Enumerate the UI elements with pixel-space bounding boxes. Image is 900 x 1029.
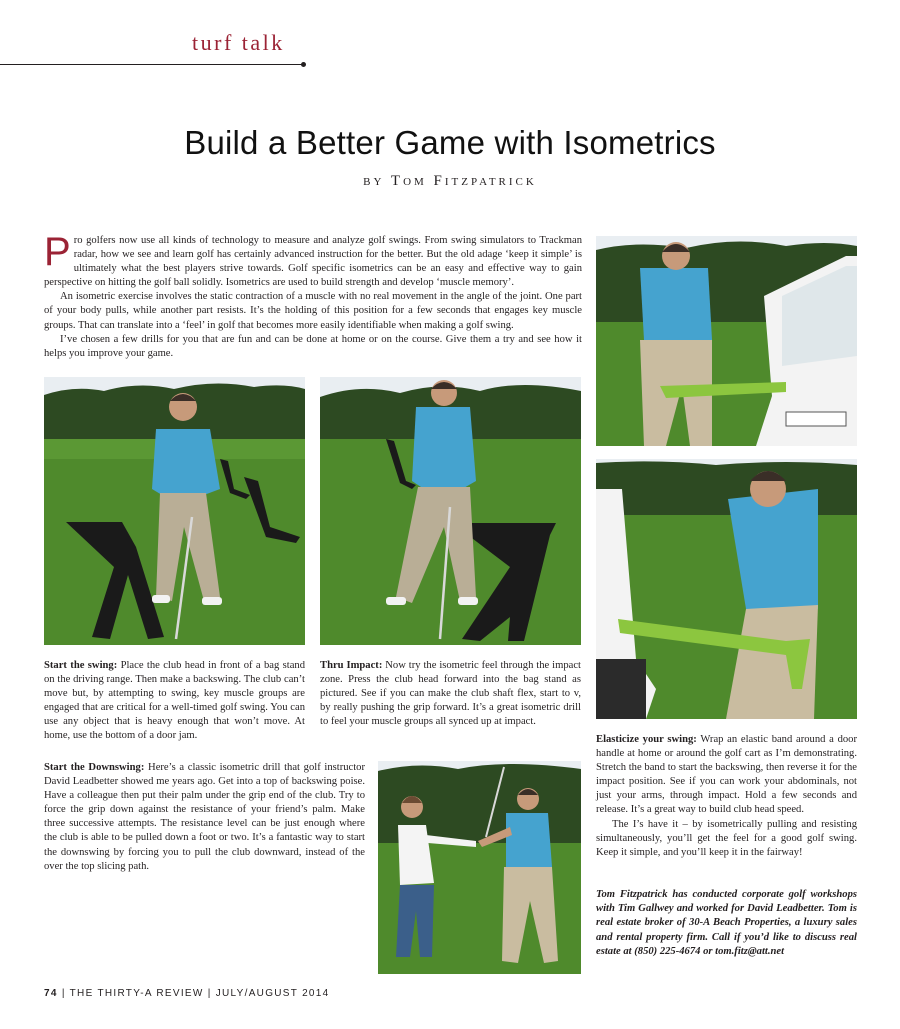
caption-start-the-swing: Start the swing: Place the club head in front of a bag stand on the driving range. Then make a backswing. The club can’t move but, by attempting to swing, key muscle groups are engaged that are critical for a well-timed golf swing. You can use any object that is heavy enough that won’t move. At home, use the bottom of a door jam. bbox=[44, 660, 305, 742]
closing-paragraph: The I’s have it – by isometrically pulling and resisting simultaneously, you’ll get the feel for a good golf swing. Keep it simple, and you’ll keep it in the fairway! bbox=[596, 818, 857, 858]
caption-thru-impact: Thru Impact: Now try the isometric feel through the impact zone. Press the club head forward into the bag stand as pictured. See if you can make the club shaft flex, start to v, by really pushing the grip forward. It’s a great isometric drill to feel your muscle groups all synced up at impact. bbox=[320, 660, 581, 728]
drop-cap: P bbox=[44, 230, 71, 274]
photo-elastic-band-impact bbox=[596, 459, 857, 719]
section-rule-dot bbox=[301, 62, 306, 67]
article-byline: by Tom Fitzpatrick bbox=[363, 173, 537, 189]
page-number: 74 bbox=[44, 988, 58, 999]
photo-elastic-band-backswing bbox=[596, 236, 857, 446]
photo-start-the-downswing bbox=[378, 761, 581, 974]
footer-separator: | bbox=[207, 988, 212, 999]
issue-date: JULY/AUGUST 2014 bbox=[215, 988, 330, 999]
article-intro bbox=[44, 230, 582, 361]
footer-separator: | bbox=[61, 988, 66, 999]
page-footer bbox=[44, 988, 330, 999]
caption-heading: Start the swing: bbox=[44, 660, 118, 671]
section-title: turf talk bbox=[192, 30, 285, 55]
section-rule bbox=[0, 64, 304, 65]
caption-heading: Elasticize your swing: bbox=[596, 734, 697, 745]
publication-name: THE THIRTY-A REVIEW bbox=[69, 988, 204, 999]
intro-paragraph-1: Pro golfers now use all kinds of technology to measure and analyze golf swings. From swing simulators to Trackman radar, how we see and learn golf has certainly advanced instruction for the better. But the old adage ‘keep it simple’ is ultimately what the best players strive towards. Golf specific isometrics can be an easy and effective way to gain perspective on hitting the golf ball solidly. Isometrics are used to build strength and develop ‘muscle memory’. bbox=[44, 230, 582, 289]
photo-start-the-swing bbox=[44, 377, 305, 645]
article-title: Build a Better Game with Isometrics bbox=[184, 124, 716, 161]
caption-elasticize-your-swing: Elasticize your swing: Wrap an elastic band around a door handle at home or around the golf cart as I’m demonstrating. Stretch the band to start the backswing, then reverse it for the impact position. See if you can work your abdominals, not just your arms, through impact. Hold a few seconds and release. It’s a great way to build club head speed. The I’s have it – by isometrically pulling and resisting simultaneously, you’ll get the feel for a good golf swing. Keep it simple, and you’ll keep it in the fairway! bbox=[596, 733, 857, 860]
photo-thru-impact bbox=[320, 377, 581, 645]
author-bio: Tom Fitzpatrick has conducted corporate golf workshops with Tim Gallwey and worked for David Leadbetter. Tom is real estate broker of 30-A Beach Properties, a luxury sales and rental property firm. Call if you’d like to discuss real estate at (850) 225-4674 or tom.fitz@att.net bbox=[596, 889, 857, 957]
caption-start-the-downswing: Start the Downswing: Here’s a classic isometric drill that golf instructor David Leadbetter showed me years ago. Get into a top of backswing poise. Have a colleague then put their palm under the grip end of the club. Try to force the grip down against the resistance of your friend’s palm. Make three successive attempts. The resistance level can be just enough where the club is able to be pulled down a foot or two. It’s a fantastic way to start the downswing by forcing you to pull the club downward, instead of the over the top slicing path. bbox=[44, 762, 365, 872]
intro-paragraph-2: An isometric exercise involves the static contraction of a muscle with no real movement in the angle of the joint. One part of your body pulls, while another part resists. It’s the holding of this position for a few seconds that engages key muscle groups. That can translate into a ‘feel’ in golf that becomes more easily identifiable when making a golf swing. bbox=[44, 291, 582, 331]
intro-paragraph-3: I’ve chosen a few drills for you that are fun and can be done at home or on the course. Give them a try and see how it helps you improve your game. bbox=[44, 333, 582, 359]
caption-heading: Start the Downswing: bbox=[44, 762, 145, 773]
caption-heading: Thru Impact: bbox=[320, 660, 383, 671]
